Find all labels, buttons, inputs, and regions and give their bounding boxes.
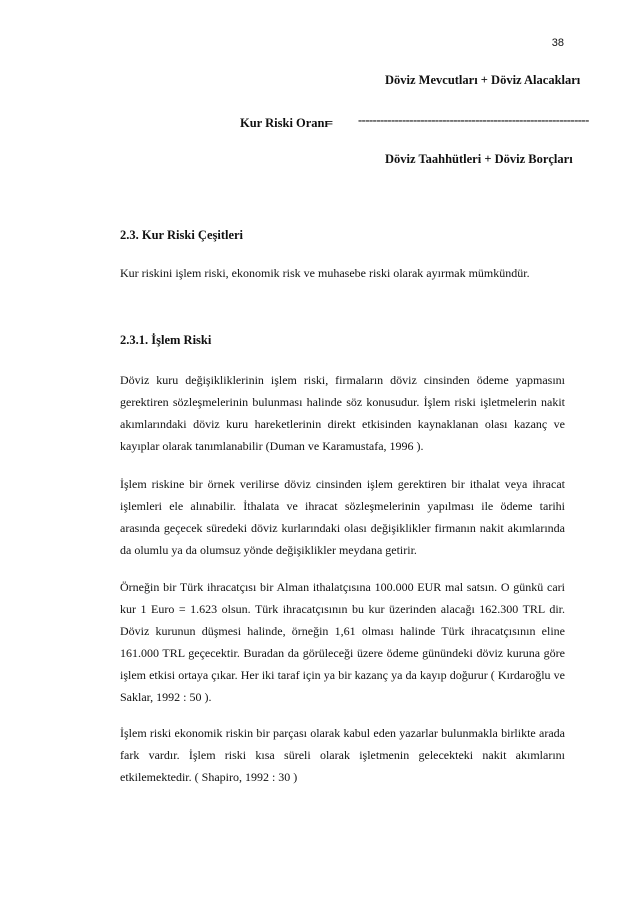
body-paragraph-1: Döviz kuru değişikliklerinin işlem riski, firmaların döviz cinsinden ödeme yapmasını gerektiren sözleşmelerinin bulunması halinde söz konusudur. İşlem riski işletmelerin nakit akımlarındaki döviz kuru hareketlerinin direkt etkisinden kaynaklanan olası kazanç ve kayıplar olarak tanımlanabilir (Duman ve Karamustafa, 1996 ).	[120, 373, 565, 453]
formula-denominator: Döviz Taahhütleri + Döviz Borçları	[385, 152, 573, 166]
section-heading-2-3: 2.3. Kur Riski Çeşitleri	[120, 228, 244, 242]
formula-label: Kur Riski Oranı	[240, 116, 328, 130]
formula-numerator: Döviz Mevcutları + Döviz Alacakları	[385, 73, 581, 87]
section-heading-2-3-1: 2.3.1. İşlem Riski	[120, 333, 212, 347]
body-paragraph-2: İşlem riskine bir örnek verilirse döviz cinsinden işlem gerektiren bir ithalat veya ihracat işlemleri ele alınabilir. İthalata ve ihracat sözleşmelerinin yapılması ile ödeme tarihi arasında geçecek süredeki döviz kurlarındaki olası değişiklikler firmanın nakit akımlarında da olumlu ya da olumsuz yönde değişiklikler meydana getirir.	[120, 477, 565, 557]
page-number: 38	[551, 37, 564, 49]
body-paragraph-3: Örneğin bir Türk ihracatçısı bir Alman ithalatçısına 100.000 EUR mal satsın. O günkü cari kur 1 Euro = 1.623 olsun. Türk ihracatçısının bu kur üzerinden alacağı 162.300 TRL dir. Döviz kurunun düşmesi halinde, örneğin 1,61 olması halinde Türk ihracatçısının eline 161.000 TRL geçecektir. Buradan da görüleceği üzere ödeme günündeki döviz kuruna göre işlem etkisi ortaya çıkar. Her iki taraf için ya bir kazanç ya da kayıp doğurur ( Kırdaroğlu ve Saklar, 1992 : 50 ).	[120, 580, 565, 704]
section-2-3-paragraph: Kur riskini işlem riski, ekonomik risk ve muhasebe riski olarak ayırmak mümkündür.	[120, 266, 530, 280]
formula-equals-sign: =	[326, 116, 334, 130]
formula-fraction-bar: ---------------------------------------------------------------	[358, 113, 589, 127]
body-paragraph-4: İşlem riski ekonomik riskin bir parçası olarak kabul eden yazarlar bulunmakla birlikte arada fark vardır. İşlem riski kısa süreli olarak işletmenin gelecekteki nakit akımlarını etkilemektedir. ( Shapiro, 1992 : 30 )	[120, 726, 565, 784]
